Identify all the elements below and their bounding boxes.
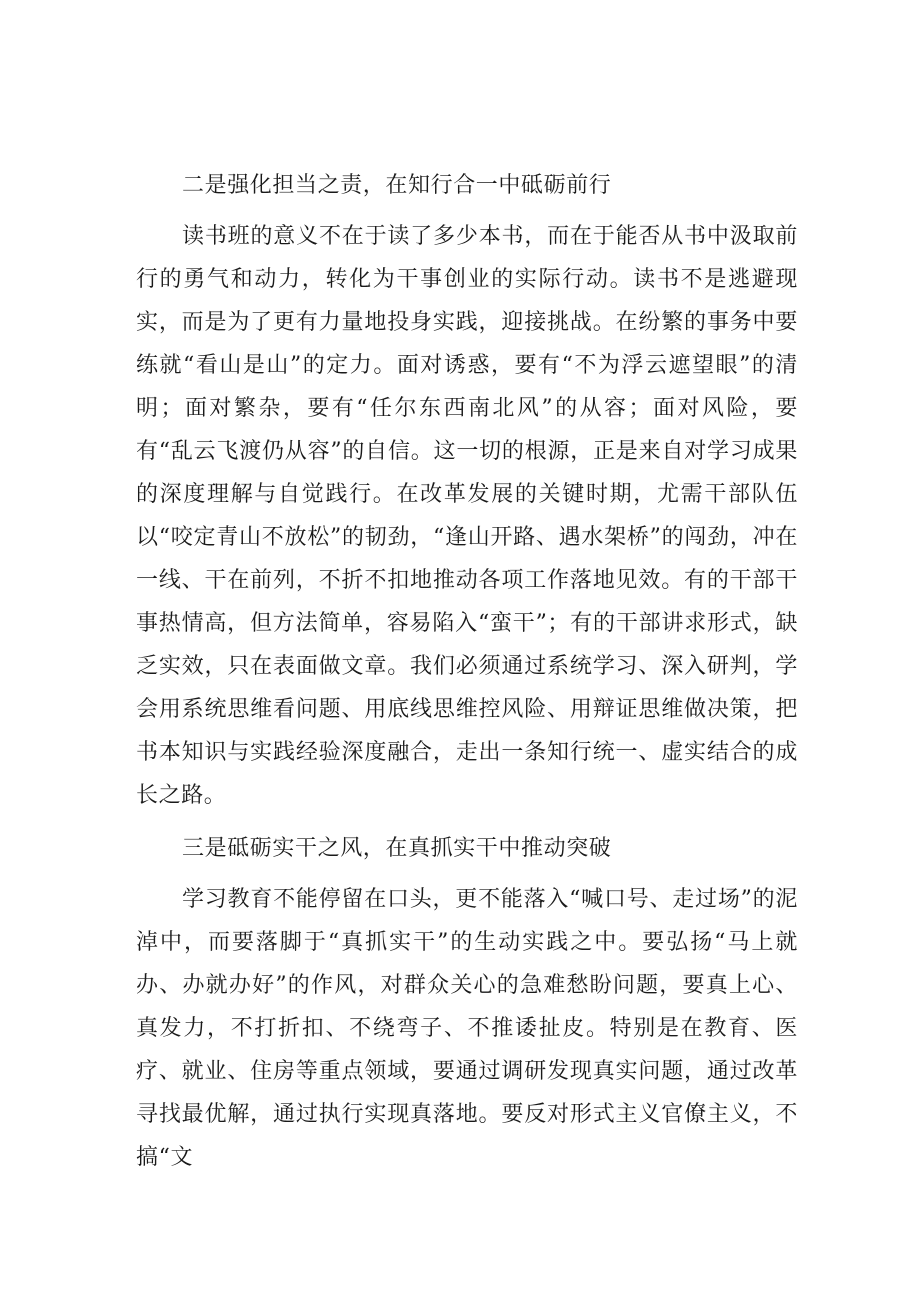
section-paragraph-2: 读书班的意义不在于读了多少本书，而在于能否从书中汲取前行的勇气和动力，转化为干事创业的实际行动。读书不是逃避现实，而是为了更有力量地投身实践，迎接挑战。在纷繁的事务中要练就“看山是山”的定力。面对诱惑，要有“不为浮云遮望眼”的清明；面对繁杂，要有“任尔东西南北风”的从容；面对风险，要有“乱云飞渡仍从容”的自信。这一切的根源，正是来自对学习成果的深度理解与自觉践行。在改革发展的关键时期，尤需干部队伍以“咬定青山不放松”的韧劲，“逢山开路、遇水架桥”的闯劲，冲在一线、干在前列，不折不扣地推动各项工作落地见效。有的干部干事热情高，但方法简单，容易陷入“蛮干”；有的干部讲求形式，缺乏实效，只在表面做文章。我们必须通过系统学习、深入研判，学会用系统思维看问题、用底线思维控风险、用辩证思维做决策，把书本知识与实践经验深度融合，走出一条知行统一、虚实结合的成长之路。 xyxy=(136,224,798,808)
section-heading-2: 二是强化担当之责，在知行合一中砥砺前行 xyxy=(182,173,612,198)
section-paragraph-3: 学习教育不能停留在口头，更不能落入“喊口号、走过场”的泥淖中，而要落脚于“真抓实干”的生动实践之中。要弘扬“马上就办、办就办好”的作风，对群众关心的急难愁盼问题，要真上心、真发力，不打折扣、不绕弯子、不推诿扯皮。特别是在教育、医疗、就业、住房等重点领域，要通过调研发现真实问题，通过改革寻找最优解，通过执行实现真落地。要反对形式主义官僚主义，不搞“文 xyxy=(136,887,798,1170)
section-heading-3: 三是砥砺实干之风，在真抓实干中推动突破 xyxy=(182,836,612,861)
document-body xyxy=(136,164,798,1189)
